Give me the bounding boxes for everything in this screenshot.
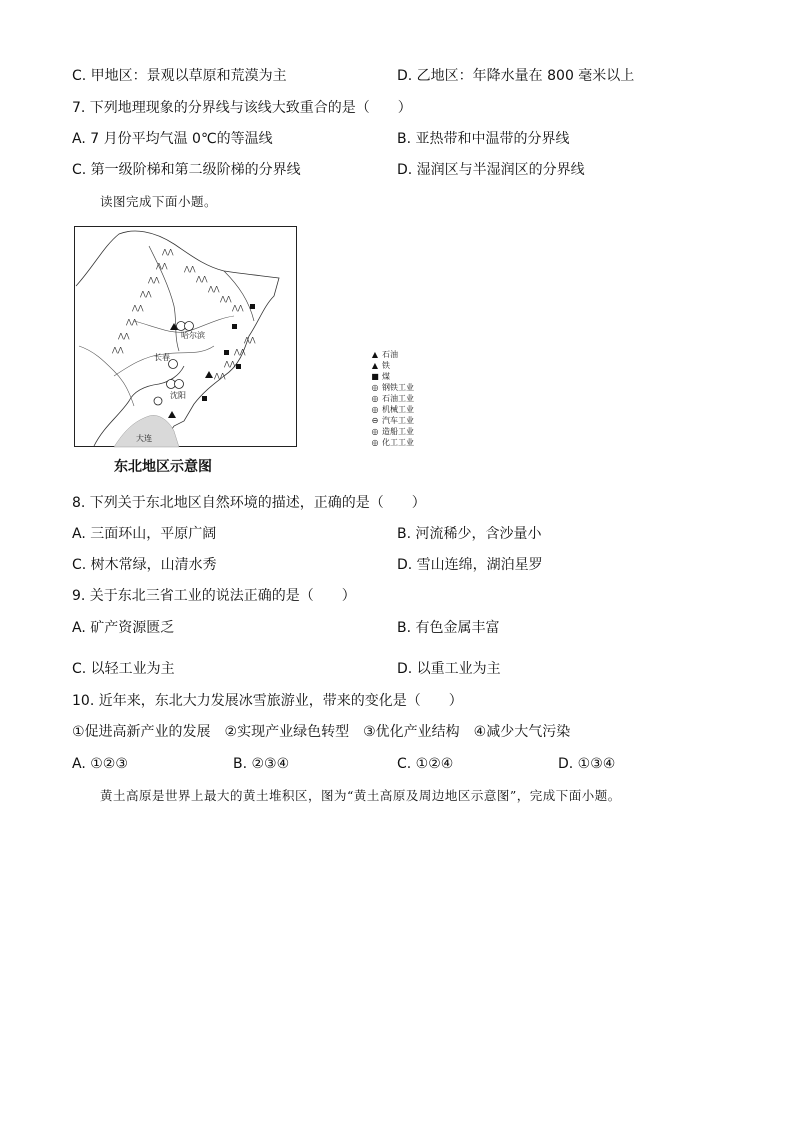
q8-stem: 8. 下列关于东北地区自然环境的描述，正确的是（ ） <box>72 495 426 511</box>
svg-text:⋀⋀: ⋀⋀ <box>126 318 138 326</box>
legend-item: ⊖ 汽车工业 <box>371 416 414 425</box>
svg-text:⋀⋀: ⋀⋀ <box>112 346 124 354</box>
map-caption: 东北地区示意图 <box>114 459 212 475</box>
q9-option-b: B. 有色金属丰富 <box>397 620 500 636</box>
svg-text:⋀⋀: ⋀⋀ <box>234 348 246 356</box>
q9-option-d: D. 以重工业为主 <box>397 661 501 677</box>
northeast-map-figure <box>74 226 414 448</box>
q8-option-b: B. 河流稀少，含沙量小 <box>397 526 542 542</box>
reading-instruction: 读图完成下面小题。 <box>100 194 218 209</box>
q7-option-b: B. 亚热带和中温带的分界线 <box>397 131 570 147</box>
svg-text:⋀⋀: ⋀⋀ <box>196 275 208 283</box>
svg-text:⋀⋀: ⋀⋀ <box>132 304 144 312</box>
q9-option-a: A. 矿产资源匮乏 <box>72 620 175 636</box>
svg-text:⋀⋀: ⋀⋀ <box>208 285 220 293</box>
svg-text:⋀⋀: ⋀⋀ <box>224 360 236 368</box>
q10-stem: 10. 近年来，东北大力发展冰雪旅游业，带来的变化是（ ） <box>72 693 463 709</box>
q10-option-b: B. ②③④ <box>233 756 290 772</box>
q6-option-d: D. 乙地区：年降水量在 800 毫米以上 <box>397 68 635 84</box>
legend-item: ◎ 化工工业 <box>371 438 414 447</box>
q8-option-d: D. 雪山连绵，湖泊星罗 <box>397 557 543 573</box>
svg-text:⋀⋀: ⋀⋀ <box>162 248 174 256</box>
svg-text:⋀⋀: ⋀⋀ <box>232 304 244 312</box>
q8-option-c: C. 树木常绿，山清水秀 <box>72 557 217 573</box>
q10-option-c: C. ①②④ <box>397 756 454 772</box>
legend-item: ◎ 机械工业 <box>371 405 414 414</box>
q7-option-a: A. 7 月份平均气温 0℃的等温线 <box>72 131 273 147</box>
city-shenyang: 沈阳 <box>170 391 186 400</box>
q7-option-c: C. 第一级阶梯和第二级阶梯的分界线 <box>72 162 301 178</box>
svg-text:⋀⋀: ⋀⋀ <box>184 265 196 273</box>
q6-option-c: C. 甲地区：景观以草原和荒漠为主 <box>72 68 287 84</box>
loess-plateau-intro: 黄土高原是世界上最大的黄土堆积区，图为“黄土高原及周边地区示意图”，完成下面小题。 <box>100 788 621 803</box>
svg-text:⋀⋀: ⋀⋀ <box>140 290 152 298</box>
legend-item: ▲ 铁 <box>371 361 390 370</box>
q9-stem: 9. 关于东北三省工业的说法正确的是（ ） <box>72 588 356 604</box>
svg-text:⋀⋀: ⋀⋀ <box>244 336 256 344</box>
svg-text:⋀⋀: ⋀⋀ <box>214 372 226 380</box>
svg-text:⋀⋀: ⋀⋀ <box>220 295 232 303</box>
q10-option-a: A. ①②③ <box>72 756 128 772</box>
city-harbin: 哈尔滨 <box>181 331 205 340</box>
q7-option-d: D. 湿润区与半湿润区的分界线 <box>397 162 585 178</box>
legend-item: ■ 煤 <box>371 372 390 381</box>
northeast-map <box>74 226 354 448</box>
svg-text:⋀⋀: ⋀⋀ <box>156 262 168 270</box>
city-changchun: 长春 <box>154 353 170 362</box>
legend-item: ◎ 造船工业 <box>371 427 414 436</box>
svg-text:⋀⋀: ⋀⋀ <box>118 332 130 340</box>
legend-item: ▲ 石油 <box>371 350 398 359</box>
legend-item: ◎ 石油工业 <box>371 394 414 403</box>
svg-text:⋀⋀: ⋀⋀ <box>148 276 160 284</box>
city-dalian: 大连 <box>136 434 152 443</box>
q7-stem: 7. 下列地理现象的分界线与该线大致重合的是（ ） <box>72 100 412 116</box>
q8-option-a: A. 三面环山，平原广阔 <box>72 526 217 542</box>
q10-items: ①促进高新产业的发展 ②实现产业绿色转型 ③优化产业结构 ④减少大气污染 <box>72 724 571 740</box>
q9-option-c: C. 以轻工业为主 <box>72 661 175 677</box>
legend-item: ◎ 钢铁工业 <box>371 383 414 392</box>
q10-option-d: D. ①③④ <box>558 756 616 772</box>
